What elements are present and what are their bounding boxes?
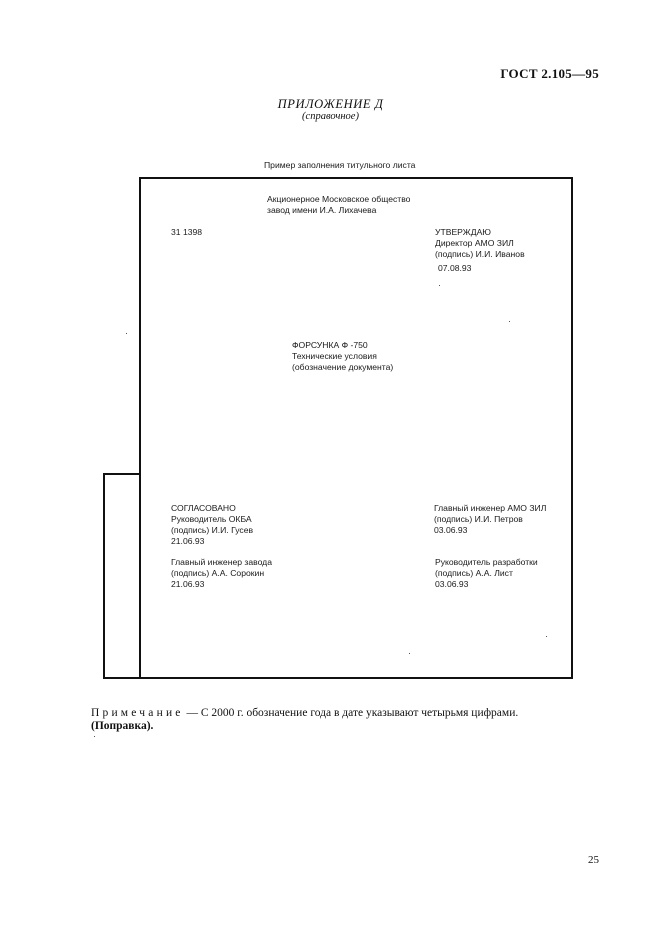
development-lead-date: 03.06.93 — [435, 579, 469, 589]
appendix-title: ПРИЛОЖЕНИЕ Д — [277, 97, 384, 111]
chief-plant-engineer-date: 21.06.93 — [171, 579, 205, 589]
scan-speck — [439, 285, 440, 286]
agreed-position: Руководитель ОКБА — [171, 514, 252, 524]
scan-speck — [546, 636, 547, 637]
document-designation: (обозначение документа) — [292, 362, 394, 372]
document-name-block — [292, 340, 393, 373]
appendix-subtitle: (справочное) — [302, 111, 359, 122]
agreed-signature: (подпись) И.И. Гусев — [171, 525, 254, 535]
example-caption: Пример заполнения титульного листа — [264, 160, 416, 170]
chief-engineer-amo-date: 03.06.93 — [434, 525, 468, 535]
chief-plant-engineer-position: Главный инженер завода — [171, 557, 272, 567]
chief-engineer-amo-block — [434, 503, 546, 536]
scan-speck — [409, 653, 410, 654]
development-lead-block — [435, 557, 538, 590]
document-code: 31 1398 — [171, 227, 203, 237]
agreed-block — [171, 503, 253, 547]
document-type: Технические условия — [292, 351, 377, 361]
agreed-date: 21.06.93 — [171, 536, 205, 546]
chief-plant-engineer-block — [171, 557, 272, 590]
standard-number: ГОСТ 2.105—95 — [500, 66, 599, 81]
scan-speck — [509, 321, 510, 322]
development-lead-position: Руководитель разработки — [435, 557, 538, 567]
chief-engineer-amo-signature: (подпись) И.И. Петров — [434, 514, 523, 524]
organization-line-2: завод имени И.А. Лихачева — [267, 205, 377, 215]
scan-speck — [94, 736, 95, 737]
development-lead-signature: (подпись) А.А. Лист — [435, 568, 513, 578]
note-line — [91, 707, 518, 719]
approval-signature: (подпись) И.И. Иванов — [435, 249, 525, 259]
scan-speck — [126, 333, 127, 334]
approval-block — [435, 227, 525, 274]
approval-date: 07.08.93 — [438, 263, 472, 273]
organization-line-1: Акционерное Московское общество — [267, 194, 411, 204]
note-label: Примечание — [91, 707, 184, 719]
page-number: 25 — [588, 854, 599, 866]
agreed-heading: СОГЛАСОВАНО — [171, 503, 236, 513]
organization-block — [267, 194, 410, 216]
note-amendment: (Поправка). — [91, 720, 154, 732]
document-name: ФОРСУНКА Ф -750 — [292, 340, 368, 350]
approval-position: Директор АМО ЗИЛ — [435, 238, 514, 248]
note-dash: — — [183, 707, 201, 719]
chief-engineer-amo-position: Главный инженер АМО ЗИЛ — [434, 503, 547, 513]
chief-plant-engineer-signature: (подпись) А.А. Сорокин — [171, 568, 265, 578]
binding-strip — [103, 473, 140, 679]
note-text: С 2000 г. обозначение года в дате указывают четырьмя цифрами. — [200, 707, 519, 719]
approval-heading: УТВЕРЖДАЮ — [435, 227, 491, 237]
